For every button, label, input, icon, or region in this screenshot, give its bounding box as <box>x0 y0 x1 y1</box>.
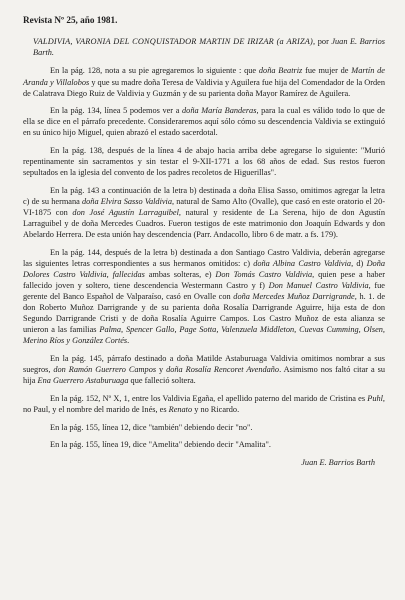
text-run: , quien pese a haber fallecido joven y soltero, tiene descendencia Westermann Castro y f) <box>23 269 385 290</box>
text-run: En la pág. 134, línea 5 podemos ver a <box>50 106 183 116</box>
italic-run: doña Mercedes Muñoz Darrigrande <box>233 292 355 302</box>
italic-run: Ena Guerrero Astaburuaga <box>37 376 129 386</box>
text-run: , fue gerente del Banco Español de Valparaíso, casó en Ovalle con <box>23 281 385 302</box>
italic-run: don José Agustín Larraguibel <box>72 207 179 217</box>
article-author: Juan E. Barrios Barth. <box>33 37 385 58</box>
italic-run: doña María Banderas <box>182 106 257 116</box>
italic-run: Palma, Spencer Gallo, Page Sotta, Valenzuela Middleton, Cuevas Cumming, Olsen, Merino Ríos y González Cortés <box>23 325 385 346</box>
paragraph <box>23 185 385 240</box>
author-signature: Juan E. Barrios Barth <box>301 457 375 467</box>
text-run: . <box>127 336 130 346</box>
italic-run: doña Rosalía Rencoret Avendaño <box>166 365 280 375</box>
paragraph <box>23 393 385 415</box>
article-title-text: VALDIVIA, VARONIA DEL CONQUISTADOR MARTIN DE IRIZAR (a ARIZA), <box>33 37 316 46</box>
text-run: y no Ricardo. <box>192 404 240 414</box>
italic-run: doña Albina Castro Valdivia <box>253 258 352 268</box>
text-run: En la pág. 155, línea 19, dice "Amelita" debiendo decir "Amalita". <box>50 440 271 450</box>
article-title-by: por <box>315 37 332 46</box>
text-run: ambas solteras, e) <box>144 269 216 279</box>
article-title <box>33 36 385 58</box>
paragraph <box>23 439 385 450</box>
journal-header: Revista Nº 25, año 1981. <box>23 15 118 25</box>
paragraph <box>23 422 385 433</box>
text-run: En la pág. 145, párrafo destinado a doña Matilde Astaburuaga Valdivia omitimos nombrar a sus suegros, <box>23 354 385 375</box>
text-run: En la pág. 144, después de la letra b) destinada a don Santiago Castro Valdivia, deberán agregarse las siguientes letras correspondientes a sus hermanos omitidos: c) <box>23 247 385 268</box>
text-run: , h. 1. de don Roberto Muñoz Darrigrande y de su parienta doña Rosalía Darrigrande Aguirre, hija esta de don Segundo Darrigrande Cristi y de doña Rosalía Aguirre Campos. Los Castro Muñoz de esta alianza se unieron a las familias <box>23 292 385 335</box>
text-run: En la pág. 152, Nº X, 1, entre los Valdivia Egaña, el apellido paterno del marido de Cristina es <box>50 393 368 403</box>
text-run: que falleció soltera. <box>128 376 196 386</box>
text-run: En la pág. 155, línea 12, dice "también" debiendo decir "no". <box>50 422 253 432</box>
italic-run: Martín de Aranda y Villalobos <box>23 66 385 87</box>
italic-run: don Ramón Guerrero Campos <box>53 365 157 375</box>
text-run: , natural de Samo Alto (Ovalle), que casó en este oratorio el 20-VI-1875 con <box>23 196 385 217</box>
italic-run: doña Beatriz <box>258 66 303 76</box>
text-run: , d) <box>351 258 367 268</box>
paragraph <box>23 247 385 347</box>
italic-run: Doña Dolores Castro Valdivia, fallecidas <box>23 258 385 279</box>
italic-run: Don Tomás Castro Valdivia <box>215 269 313 279</box>
article-body <box>23 65 385 450</box>
text-run: En la pág. 128, nota a su pie agregaremos lo siguiente : que <box>50 66 259 76</box>
text-run: En la pág. 143 a continuación de la letra b) destinada a doña Elisa Sasso, omitimos agregar la letra c) de su hermana <box>23 185 385 206</box>
italic-run: Renato <box>168 404 193 414</box>
italic-run: doña Elvira Sasso Valdivia <box>82 196 173 206</box>
text-run: fue mujer de <box>302 66 352 76</box>
paragraph <box>23 145 385 178</box>
text-run: , natural y residente de La Serena, hijo de don Agustín Larraguibel y de doña Mercedes Cuadros. Fueron testigos de este matrimonio don Joaquín Edwards y don Abelardo Herrera. De esta unión hay descendencia (Parr. Andacollo, libro 6 de matr. a fs. 179). <box>23 207 385 240</box>
text-run: En la pág. 138, después de la línea 4 de abajo hacia arriba debe agregarse lo siguiente: "Murió repentinamente sin sacramentos y sin testar el 9-XII-1771 a los 68 años de edad. Sus restos fueron sepultados en la iglesia del convento de los padres recoletos de Higuerillas". <box>23 145 385 178</box>
paragraph <box>23 105 385 138</box>
paragraph <box>23 353 385 386</box>
text-run: . Asimismo nos faltó citar a su hija <box>23 365 385 386</box>
text-run: y que su madre doña Teresa de Valdivia y Aguilera fue hija del Comendador de la Orden de Calatrava Diego Ruiz de Valdivia y Guzmán y de su parienta doña Mayor Ramírez de Aguilera. <box>23 77 385 98</box>
italic-run: Puhl <box>367 393 383 403</box>
text-run: , para la cual es válido todo lo que de ella se dice en el párrafo precedente. Consideraremos aquí sólo cómo su descendencia Valdivia se extinguió en su único hijo Miguel, quien abrazó el estado sacerdotal. <box>23 106 385 138</box>
italic-run: Don Manuel Castro Valdivia <box>268 281 369 290</box>
text-run: y <box>156 365 167 375</box>
paragraph <box>23 65 385 98</box>
text-run: , no Paul, y el nombre del marido de Inés, es <box>23 393 385 414</box>
